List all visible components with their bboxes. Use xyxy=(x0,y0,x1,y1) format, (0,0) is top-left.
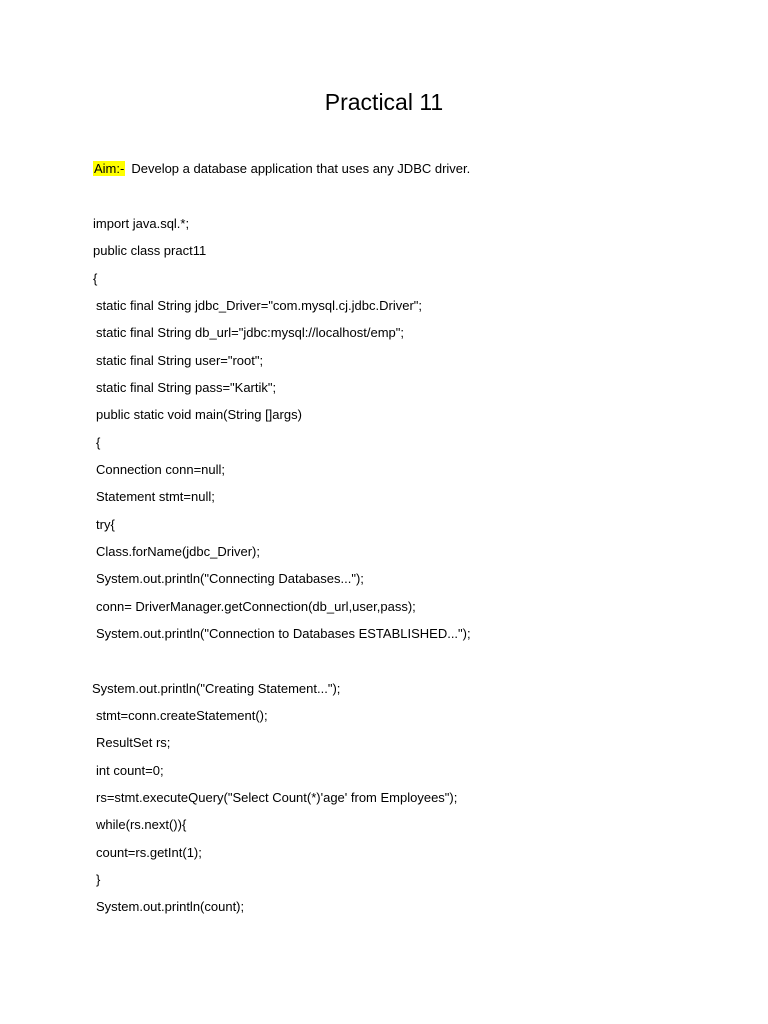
code-line: Class.forName(jdbc_Driver); xyxy=(96,544,260,559)
code-line: public class pract11 xyxy=(93,243,207,258)
code-line: count=rs.getInt(1); xyxy=(96,845,202,860)
code-line: while(rs.next()){ xyxy=(96,817,187,832)
page-title: Practical 11 xyxy=(324,89,444,115)
code-line: System.out.println(count); xyxy=(96,899,245,914)
code-line: rs=stmt.executeQuery("Select Count(*)'age' from Employees"); xyxy=(96,790,458,805)
aim-text: Develop a database application that uses any JDBC driver. xyxy=(131,161,471,176)
code-line: { xyxy=(93,271,98,286)
code-line: try{ xyxy=(96,517,115,532)
code-line: { xyxy=(96,435,101,450)
code-line: static final String pass="Kartik"; xyxy=(96,380,277,395)
code-line: static final String user="root"; xyxy=(96,353,264,368)
code-line: static final String db_url="jdbc:mysql://localhost/emp"; xyxy=(96,325,405,340)
code-line: import java.sql.*; xyxy=(93,216,190,231)
code-line: System.out.println("Creating Statement..."); xyxy=(92,681,341,696)
code-line: conn= DriverManager.getConnection(db_url,user,pass); xyxy=(96,599,416,614)
code-line: ResultSet rs; xyxy=(96,735,171,750)
code-line: System.out.println("Connecting Databases..."); xyxy=(96,571,364,586)
aim-label: Aim:- xyxy=(94,161,125,176)
code-line: System.out.println("Connection to Databases ESTABLISHED..."); xyxy=(96,626,471,641)
code-line: Statement stmt=null; xyxy=(96,489,215,504)
code-line: } xyxy=(96,872,101,887)
code-line: static final String jdbc_Driver="com.mysql.cj.jdbc.Driver"; xyxy=(96,298,423,313)
code-line: Connection conn=null; xyxy=(96,462,226,477)
code-line: public static void main(String []args) xyxy=(96,407,302,422)
code-line: stmt=conn.createStatement(); xyxy=(96,708,268,723)
code-line: int count=0; xyxy=(96,763,164,778)
